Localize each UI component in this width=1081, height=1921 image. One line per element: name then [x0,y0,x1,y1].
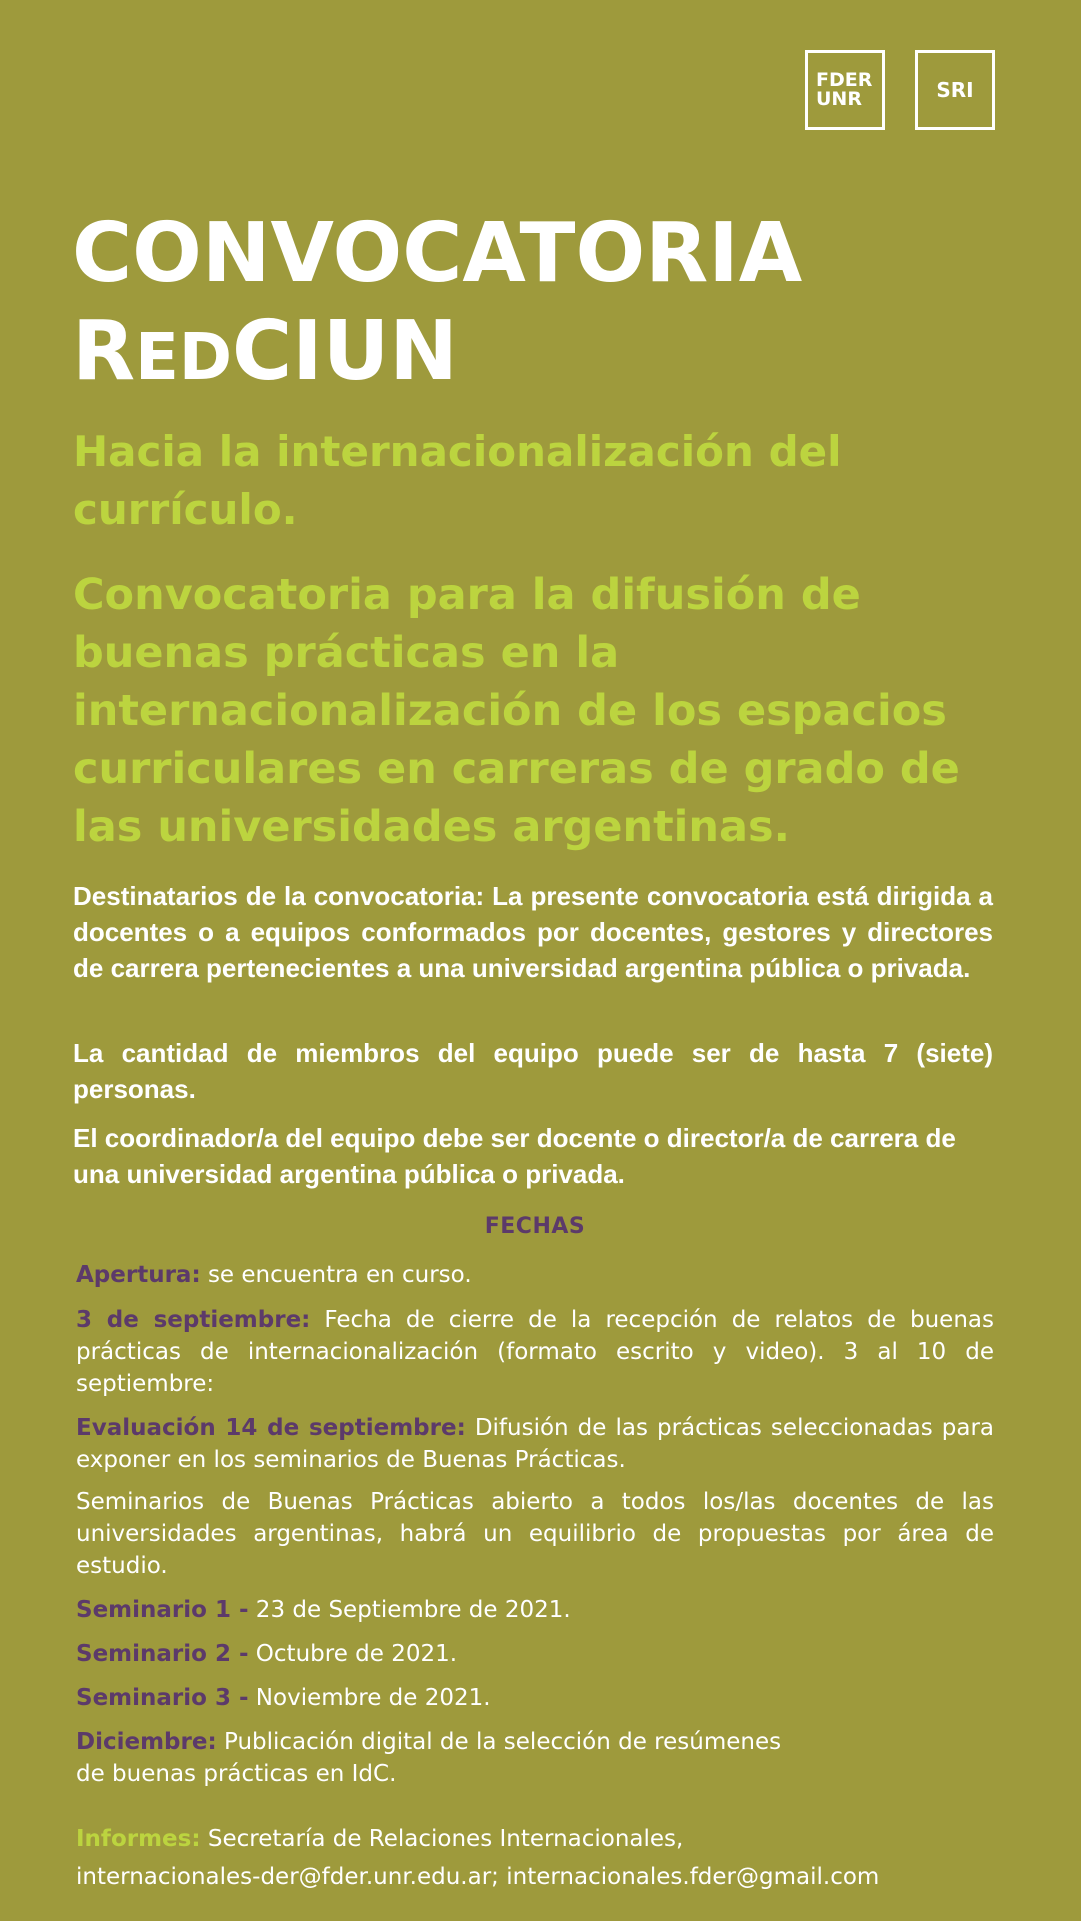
dic-text-1: Publicación digital de la selección de resúmenes [216,1729,782,1755]
sem1-label: Seminario 1 - [76,1597,249,1623]
title-line1: CONVOCATORIA [72,206,803,301]
fecha-seminario-1 [76,1594,994,1626]
sri-logo-text: SRI [936,77,974,102]
fecha-3-septiembre [76,1304,994,1400]
seminarios-info: Seminarios de Buenas Prácticas abierto a todos los/las docentes de las universidades argentinas, habrá un equilibrio de propuestas por área de estudio. [76,1489,994,1579]
informes [76,1820,994,1896]
informes-emails[interactable]: internacionales-der@fder.unr.edu.ar; internacionales.fder@gmail.com [76,1864,880,1890]
sem2-label: Seminario 2 - [76,1641,249,1667]
fecha-diciembre [76,1726,994,1790]
subtitle-2: Convocatoria para la difusión de buenas prácticas en la internacionalización de los espacios curriculares en carreras de grado de las universidades argentinas. [73,570,960,852]
fder-unr-logo [805,50,885,130]
eval-label: Evaluación 14 de septiembre: [76,1415,466,1441]
coordinador-paragraph: El coordinador/a del equipo debe ser docente o director/a de carrera de una universidad argentina pública o privada. [73,1123,956,1189]
title-line2-rest: CIUN [232,304,458,399]
fder-logo-line1: FDER [816,69,873,91]
cantidad-paragraph: La cantidad de miembros del equipo puede ser de hasta 7 (siete) personas. [73,1038,993,1104]
subtitle: Hacia la internacionalización del currículo. [73,427,842,534]
title-line2-r: R [72,304,136,399]
sem3-text: Noviembre de 2021. [248,1685,491,1711]
fecha-apertura [76,1259,994,1291]
dic-label: Diciembre: [76,1729,217,1755]
apertura-label: Apertura: [76,1262,201,1288]
fechas-heading: FECHAS [484,1214,586,1239]
eval-text: Difusión de las prácticas seleccionadas para exponer en los seminarios de Buenas Prácticas. [76,1415,994,1473]
fecha-evaluacion [76,1412,994,1476]
informes-label: Informes: [76,1826,201,1852]
apertura-text: se encuentra en curso. [200,1262,472,1288]
sept3-text: Fecha de cierre de la recepción de relatos de buenas prácticas de internacionalización (formato escrito y video). 3 al 10 de septiembre: [76,1307,994,1397]
sept3-label: 3 de septiembre: [76,1307,311,1333]
logos [805,50,995,130]
fecha-seminario-2 [76,1638,994,1670]
dic-text-2: de buenas prácticas en IdC. [76,1761,397,1787]
page-title [72,205,802,407]
sem3-label: Seminario 3 - [76,1685,249,1711]
title-line2 [72,303,802,407]
informes-text-1: Secretaría de Relaciones Internacionales, [200,1826,684,1852]
sem2-text: Octubre de 2021. [248,1641,458,1667]
title-line2-ed: ED [135,321,232,395]
destinatarios-paragraph: Destinatarios de la convocatoria: La presente convocatoria está dirigida a docentes o a equipos conformados por docentes, gestores y directores de carrera pertenecientes a una universidad argentina pública o privada. [73,881,993,983]
fder-logo-line2: UNR [816,88,862,110]
fecha-seminario-3 [76,1682,994,1714]
sri-logo [915,50,995,130]
sem1-text: 23 de Septiembre de 2021. [248,1597,571,1623]
